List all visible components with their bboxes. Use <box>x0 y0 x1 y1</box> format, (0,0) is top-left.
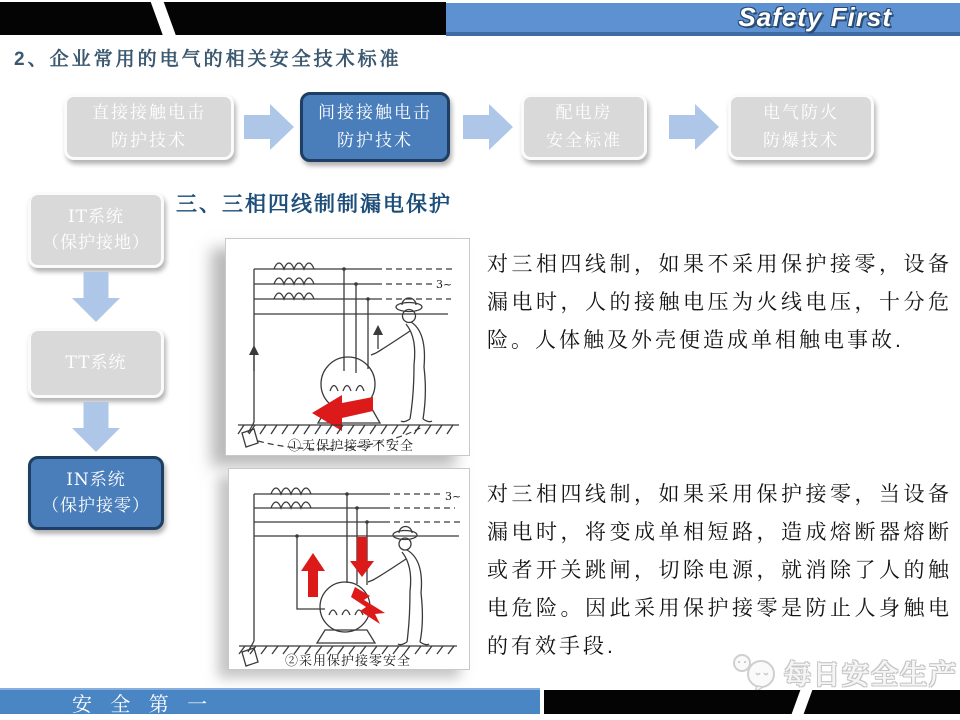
flow-step-direct-contact <box>64 94 234 160</box>
section-title: 三、三相四线制制漏电保护 <box>176 193 452 216</box>
figure2-phase-label: 3~ <box>445 490 462 503</box>
page-title: 2、企业常用的电气的相关安全技术标准 <box>14 49 402 70</box>
flow-step-label: 电气防火 <box>763 103 839 123</box>
arrow-right-icon <box>244 104 294 150</box>
figure1-phase-label: 3~ <box>436 278 453 291</box>
chat-bubbles-icon <box>728 652 780 692</box>
system-step-in <box>28 456 164 530</box>
figure1-caption: ①无保护接零不安全 <box>287 439 415 454</box>
flow-step-label: 安全标准 <box>546 131 622 151</box>
footer-bar-divider <box>792 690 813 714</box>
worker-figure <box>368 527 429 645</box>
header-blue-bar <box>446 3 960 36</box>
flow-step-label: 防爆技术 <box>763 131 839 151</box>
system-step-it <box>28 192 164 268</box>
figure2-diagram <box>229 469 469 669</box>
system-step-label: （保护接地） <box>42 233 150 253</box>
brand-text: Safety First <box>738 2 892 32</box>
flow-step-indirect-contact <box>300 92 450 162</box>
header-black-bar <box>0 2 446 35</box>
system-step-tt <box>28 328 164 398</box>
flow-step-label: 配电房 <box>555 103 613 123</box>
figure2-card <box>228 468 470 670</box>
short-circuit-arrow-icon <box>351 587 385 624</box>
arrow-right-icon <box>463 104 513 150</box>
flow-step-label: 直接接触电击 <box>92 103 206 123</box>
flow-step-label: 防护技术 <box>111 131 187 151</box>
current-down-arrow-icon <box>350 537 374 577</box>
flow-step-label: 间接接触电击 <box>318 103 432 123</box>
system-step-label: （保护接零） <box>42 496 150 516</box>
watermark-text: 每日安全生产 <box>784 659 958 690</box>
figure2-caption: ②采用保护接零安全 <box>284 654 412 669</box>
arrow-down-icon <box>72 402 120 452</box>
arrow-right-icon <box>669 104 719 150</box>
paragraph-1: 对三相四线制，如果不采用保护接零，设备漏电时，人的接触电压为火线电压，十分危险。人体触及外壳便造成单相触电事故. <box>487 253 952 352</box>
footer-slogan-bar <box>0 688 540 714</box>
figure1-diagram <box>226 239 469 455</box>
arrow-down-icon <box>72 272 120 322</box>
system-step-label: TT系统 <box>65 353 127 373</box>
flow-step-distribution-room <box>521 94 647 160</box>
watermark <box>728 652 958 692</box>
flow-step-fire-explosion <box>728 94 874 160</box>
footer-slogan: 安 全 第 一 <box>72 691 214 716</box>
worker-figure <box>371 298 432 422</box>
footer-black-bar <box>544 690 960 714</box>
system-step-label: IT系统 <box>67 207 125 227</box>
current-up-arrow-icon <box>301 553 325 597</box>
flow-step-label: 防护技术 <box>337 131 413 151</box>
figure1-card <box>225 238 470 456</box>
paragraph-2: 对三相四线制，如果采用保护接零，当设备漏电时，将变成单相短路，造成熔断器熔断或者开关跳闸，切除电源，就消除了人的触电危险。因此采用保护接零是防止人身触电的有效手段. <box>487 483 952 658</box>
system-step-label: IN系统 <box>66 470 126 490</box>
